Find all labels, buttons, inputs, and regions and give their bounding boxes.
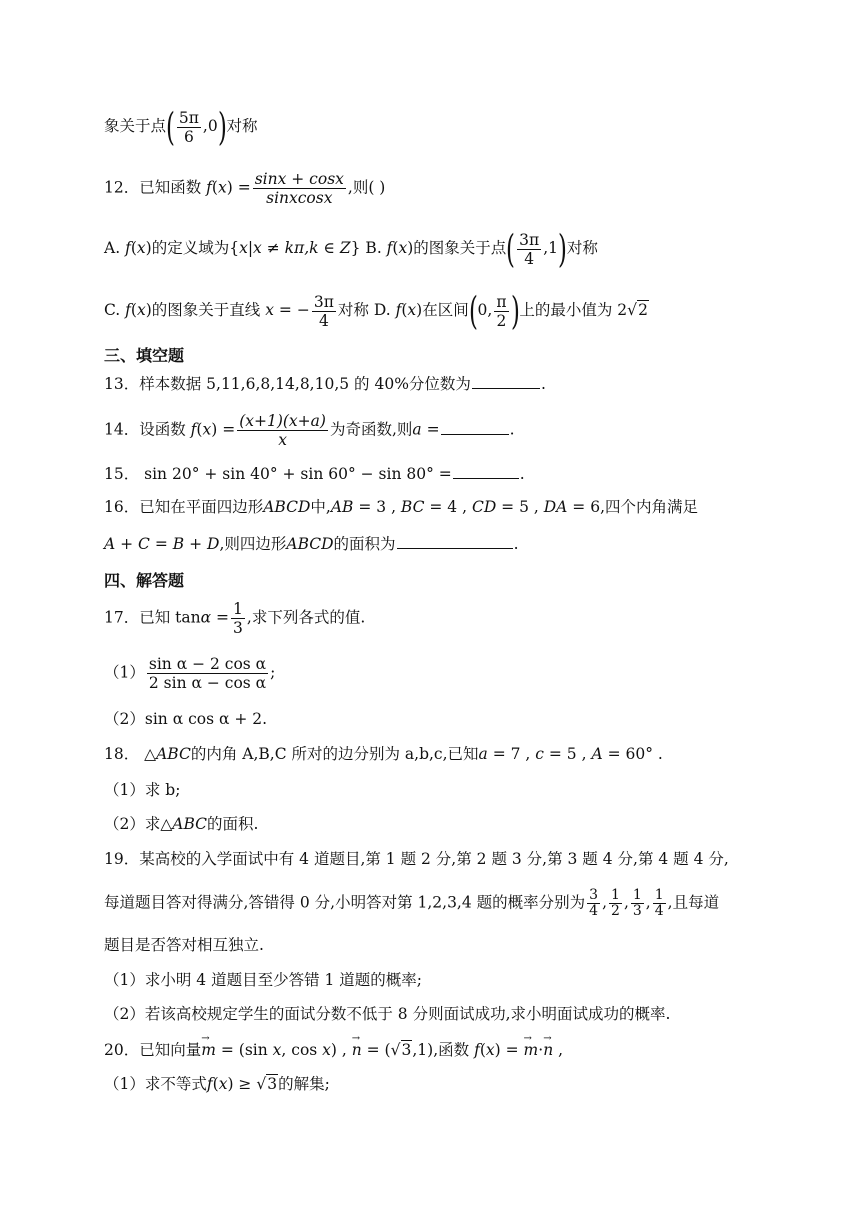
- text: 0,: [477, 301, 493, 319]
- q19-part1: （1）求小明 4 道题目至少答错 1 道题的概率;: [104, 971, 423, 989]
- text: 象关于点: [104, 117, 167, 135]
- section-fill-in: 三、填空题: [104, 346, 185, 365]
- text: （1）: [104, 663, 145, 682]
- text: ,则( ): [347, 178, 386, 197]
- frac-num: sin α − 2 cos α: [148, 655, 267, 673]
- text: 15． sin 20° + sin 40° + sin 60° − sin 80° =: [104, 465, 452, 483]
- text: 为奇函数,则: [329, 420, 413, 439]
- text: （2）: [104, 710, 145, 728]
- frac-den: 2: [496, 311, 507, 330]
- frac-den: 4: [524, 249, 535, 268]
- q12-option-cd: C. f(x)的图象关于直线 x = − $\frac{3\pi}{4}$ 对称 D. f(x)在区间(0, $\frac{\pi}{2}$ )上的最小值为 2√2: [104, 289, 648, 333]
- text: 的解集;: [278, 1075, 330, 1093]
- q12-option-ab: A. f(x)的定义域为{x|x ≠ kπ,k ∈ Z} B. f(x)的图象关于点( $\frac{3\pi}{4}$ ,1)对称: [104, 227, 598, 271]
- frac-den: 4: [318, 311, 329, 330]
- text: （1）求不等式: [104, 1075, 207, 1093]
- text: 中,: [310, 498, 331, 516]
- text: 18．: [104, 745, 140, 763]
- text: 的内角 A,B,C 所对的边分别为 a,b,c,已知: [190, 745, 479, 763]
- text: 的图象关于直线: [151, 301, 261, 319]
- text: 对称: [337, 301, 369, 319]
- q12-stem: 12．已知函数 f(x) = $\frac{\sin x + \cos x}{\text{sinxcosx}}$ ,则( ): [104, 170, 386, 207]
- text: 的面积.: [207, 815, 259, 833]
- text: ,函数: [433, 1041, 470, 1059]
- text: 对称: [226, 117, 258, 135]
- section-solution: 四、解答题: [104, 571, 185, 590]
- q17-stem: 17．已知 tanα = $\frac{1}{3}$ ,求下列各式的值.: [104, 600, 366, 637]
- text: 的定义域为: [151, 239, 230, 257]
- text: ,则四边形: [219, 535, 287, 553]
- frac-num: sinx + cosx: [254, 170, 344, 188]
- q14: 14．设函数 f(x) = $\frac{(x+1)(x+a)}{x}$ 为奇函数,则a = .: [104, 412, 515, 449]
- q18-part2: （2）求△ABC的面积.: [104, 815, 259, 833]
- q19-part2: （2）若该高校规定学生的面试分数不低于 8 分则面试成功,求小明面试成功的概率.: [104, 1005, 671, 1023]
- text: 上的最小值为: [519, 301, 613, 319]
- option-a-label: A.: [104, 239, 126, 257]
- text: （2）求: [104, 815, 161, 833]
- text: ,0: [202, 117, 218, 135]
- frac-num: 5π: [178, 108, 199, 127]
- q19-line1: 19．某高校的入学面试中有 4 道题目,第 1 题 2 分,第 2 题 3 分,第 3 题 4 分,第 4 题 4 分,: [104, 850, 729, 868]
- q17-part1: （1） $\frac{\text{sin α − 2 cos α}}{\text{2 sin α − cos α}}$ ;: [104, 655, 276, 692]
- set-expr: x|x ≠ kπ,k ∈ Z: [239, 239, 351, 257]
- frac-den: 6: [183, 127, 194, 146]
- q19-line3: 题目是否答对相互独立.: [104, 936, 264, 954]
- text: 14．设函数: [104, 420, 186, 439]
- text: ,1: [543, 239, 558, 257]
- text: 13．样本数据 5,11,6,8,14,8,10,5 的 40%分位数为: [104, 375, 471, 393]
- option-b-label: B.: [360, 239, 387, 257]
- q18-part1: （1）求 b;: [104, 781, 181, 799]
- text: ,四个内角满足: [600, 498, 698, 516]
- q18-stem: 18． △ABC的内角 A,B,C 所对的边分别为 a,b,c,已知a = 7 , c = 5 , A = 60° .: [104, 745, 663, 763]
- frac-num: 3π: [519, 230, 540, 249]
- frac-num: (x+1)(x+a): [239, 412, 326, 430]
- option-c-label: C.: [104, 301, 126, 319]
- q13: 13．样本数据 5,11,6,8,14,8,10,5 的 40%分位数为 .: [104, 372, 800, 395]
- frac-num: 3π: [313, 292, 334, 311]
- q19-line2: 每道题目答对得满分,答错得 0 分,小明答对第 1,2,3,4 题的概率分别为 $\frac{3}{4}$ , $\frac{1}{2}$ , $\frac{1}{3}$ , $\frac{1}{4}$ ,且每道: [104, 887, 720, 919]
- text: 20．已知向量: [104, 1041, 202, 1059]
- frac-den: x: [278, 431, 287, 449]
- q16-line1: 16．已知在平面四边形ABCD中,AB = 3 , BC = 4 , CD = 5 , DA = 6,四个内角满足: [104, 498, 698, 516]
- text: 每道题目答对得满分,答错得 0 分,小明答对第 1,2,3,4 题的概率分别为: [104, 893, 586, 912]
- q16-line2: A + C = B + D,则四边形ABCD的面积为 .: [104, 532, 800, 555]
- expr: sin α cos α + 2: [144, 710, 263, 728]
- text: ,求下列各式的值.: [246, 608, 366, 627]
- q15: 15． sin 20° + sin 40° + sin 60° − sin 80° = .: [104, 462, 800, 485]
- frac-den: sinxcosx: [266, 189, 333, 207]
- text: 17．已知: [104, 608, 171, 627]
- frac-num: π: [496, 292, 507, 311]
- option-d-label: D.: [368, 301, 396, 319]
- q11-continuation: 象关于点( $\frac{5\pi}{6}$ ,0)对称: [104, 105, 258, 149]
- q17-part2: （2）sin α cos α + 2.: [104, 710, 268, 728]
- text: ,且每道: [667, 893, 720, 912]
- frac-den: 2 sin α − cos α: [148, 674, 267, 692]
- text: 对称: [566, 239, 598, 257]
- text: 的图象关于点: [413, 239, 507, 257]
- text: 的面积为: [333, 535, 396, 553]
- text: 16．已知在平面四边形: [104, 498, 264, 516]
- q20-stem: 20．已知向量→ m = (sin x, cos x) , → n = (√3,1),函数 f(x) = → m·→ n ,: [104, 1039, 800, 1061]
- text: 在区间: [422, 301, 469, 319]
- q20-part1: （1）求不等式f(x) ≥ √3的解集;: [104, 1075, 330, 1093]
- text: 12．已知函数: [104, 178, 202, 197]
